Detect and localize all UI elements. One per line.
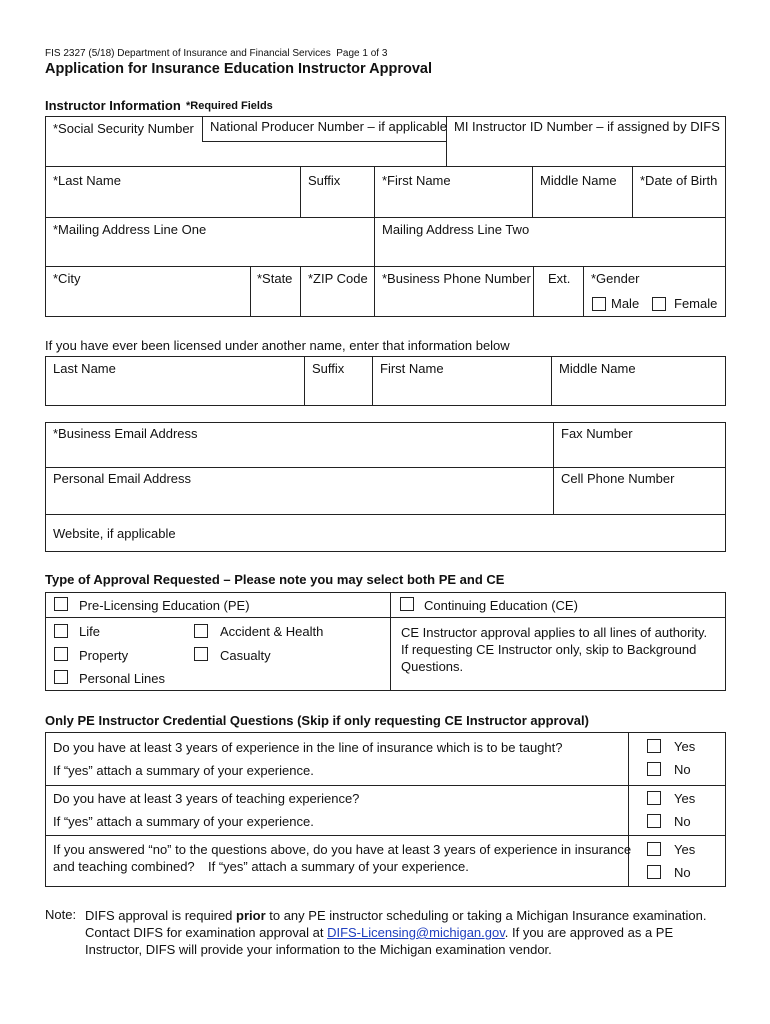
date-of-birth-field[interactable]: *Date of Birth — [640, 173, 718, 188]
note-text-part: . If you are approved as a PE Instructor, DIFS will provide your information to the Michigan examination vendor. — [85, 925, 674, 957]
question-3-note: If “yes” attach a summary of your experience. — [208, 859, 469, 874]
divider — [202, 141, 446, 142]
other-suffix-field[interactable]: Suffix — [312, 361, 345, 376]
divider — [551, 356, 552, 406]
question-3-yes-label: Yes — [674, 842, 696, 857]
note-text-part: DIFS approval is required — [85, 908, 237, 923]
question-1-no-label: No — [674, 762, 691, 777]
question-2-yes-label: Yes — [674, 791, 696, 806]
divider — [372, 356, 373, 406]
question-3-yes-checkbox[interactable] — [647, 842, 661, 856]
other-first-name-field[interactable]: First Name — [380, 361, 444, 376]
question-1-note: If “yes” attach a summary of your experience. — [53, 763, 314, 778]
property-checkbox[interactable] — [54, 647, 68, 661]
question-2-yes-checkbox[interactable] — [647, 791, 661, 805]
npn-field[interactable]: National Producer Number – if applicable — [210, 119, 448, 134]
fax-number-field[interactable]: Fax Number — [561, 426, 633, 441]
middle-name-field[interactable]: Middle Name — [540, 173, 617, 188]
divider — [45, 514, 726, 515]
personal-lines-checkbox[interactable] — [54, 670, 68, 684]
divider — [390, 592, 391, 691]
divider — [202, 116, 203, 141]
approval-type-heading: Type of Approval Requested – Please note you may select both PE and CE — [45, 572, 505, 587]
business-email-field[interactable]: *Business Email Address — [53, 426, 198, 441]
note-label: Note: — [45, 907, 77, 922]
casualty-label: Casualty — [220, 648, 271, 663]
address-line-two-field[interactable]: Mailing Address Line Two — [382, 222, 530, 237]
address-line-one-field[interactable]: *Mailing Address Line One — [53, 222, 207, 237]
gender-female-label: Female — [674, 296, 718, 311]
website-field[interactable]: Website, if applicable — [53, 526, 176, 541]
required-fields-note: *Required Fields — [186, 100, 273, 112]
question-2-note: If “yes” attach a summary of your experience. — [53, 814, 314, 829]
business-phone-field[interactable]: *Business Phone Number — [382, 271, 531, 286]
mi-instructor-id-field[interactable]: MI Instructor ID Number – if assigned by DIFS — [454, 119, 720, 134]
divider — [553, 422, 554, 514]
gender-female-checkbox[interactable] — [652, 297, 666, 311]
form-id — [45, 46, 387, 61]
ce-checkbox[interactable] — [400, 597, 414, 611]
divider — [45, 266, 726, 267]
ext-field[interactable]: Ext. — [548, 271, 571, 286]
question-3-no-label: No — [674, 865, 691, 880]
last-name-field[interactable]: *Last Name — [53, 173, 121, 188]
question-1-text: Do you have at least 3 years of experience in the line of insurance which is to be taught? — [53, 740, 563, 755]
question-2-text: Do you have at least 3 years of teaching experience? — [53, 791, 360, 806]
state-field[interactable]: *State — [257, 271, 293, 286]
question-2-no-label: No — [674, 814, 691, 829]
life-checkbox[interactable] — [54, 624, 68, 638]
gender-male-checkbox[interactable] — [592, 297, 606, 311]
question-3-no-checkbox[interactable] — [647, 865, 661, 879]
question-1-yes-label: Yes — [674, 739, 696, 754]
city-field[interactable]: *City — [53, 271, 81, 286]
first-name-field[interactable]: *First Name — [382, 173, 451, 188]
cell-phone-field[interactable]: Cell Phone Number — [561, 471, 675, 486]
suffix-field[interactable]: Suffix — [308, 173, 341, 188]
divider — [533, 266, 534, 317]
divider — [532, 166, 533, 217]
gender-male-label: Male — [611, 296, 640, 311]
divider — [45, 166, 726, 167]
casualty-checkbox[interactable] — [194, 647, 208, 661]
gender-label: *Gender — [591, 271, 640, 286]
zip-code-field[interactable]: *ZIP Code — [308, 271, 368, 286]
divider — [300, 166, 301, 217]
question-3-text: If you answered “no” to the questions above, do you have at least 3 years of experience in insurance — [53, 842, 632, 857]
divider — [304, 356, 305, 406]
divider — [300, 266, 301, 317]
difs-email-link[interactable]: DIFS-Licensing@michigan.gov — [327, 925, 505, 940]
life-label: Life — [79, 624, 100, 639]
question-1-yes-checkbox[interactable] — [647, 739, 661, 753]
divider — [45, 467, 726, 468]
accident-health-checkbox[interactable] — [194, 624, 208, 638]
question-1-no-checkbox[interactable] — [647, 762, 661, 776]
divider — [45, 617, 726, 618]
personal-email-field[interactable]: Personal Email Address — [53, 471, 192, 486]
divider — [45, 835, 726, 836]
personal-lines-label: Personal Lines — [79, 671, 165, 686]
ssn-field[interactable]: *Social Security Number — [53, 121, 194, 136]
divider — [45, 217, 726, 218]
question-3-text-cont: and teaching combined? — [53, 859, 195, 874]
other-name-intro: If you have ever been licensed under another name, enter that information below — [45, 338, 510, 353]
divider — [628, 732, 629, 887]
divider — [45, 785, 726, 786]
property-label: Property — [79, 648, 129, 663]
ce-note: CE Instructor approval applies to all lines of authority. If requesting CE Instructor only, skip to Background Questions. — [401, 625, 708, 674]
instructor-info-heading: Instructor Information — [45, 98, 181, 113]
other-last-name-field[interactable]: Last Name — [53, 361, 116, 376]
page-number: Page 1 of 3 — [336, 48, 388, 59]
note-text-part: to any PE instructor scheduling or taking a Michigan Insurance examination. Contact DIFS for examination approval at — [85, 908, 707, 940]
question-2-no-checkbox[interactable] — [647, 814, 661, 828]
divider — [250, 266, 251, 317]
form-title: Application for Insurance Education Instructor Approval — [45, 61, 432, 77]
divider — [374, 166, 375, 317]
divider — [583, 266, 584, 317]
accident-health-label: Accident & Health — [220, 624, 324, 639]
note-emphasis: prior — [236, 908, 266, 923]
divider — [632, 166, 633, 217]
ce-label: Continuing Education (CE) — [424, 598, 578, 613]
pe-checkbox[interactable] — [54, 597, 68, 611]
other-middle-name-field[interactable]: Middle Name — [559, 361, 636, 376]
pe-questions-heading: Only PE Instructor Credential Questions (Skip if only requesting CE Instructor approval) — [45, 713, 589, 728]
pe-label: Pre-Licensing Education (PE) — [79, 598, 250, 613]
form-id-text: FIS 2327 (5/18) Department of Insurance and Financial Services — [45, 48, 331, 59]
note-text — [85, 907, 730, 958]
